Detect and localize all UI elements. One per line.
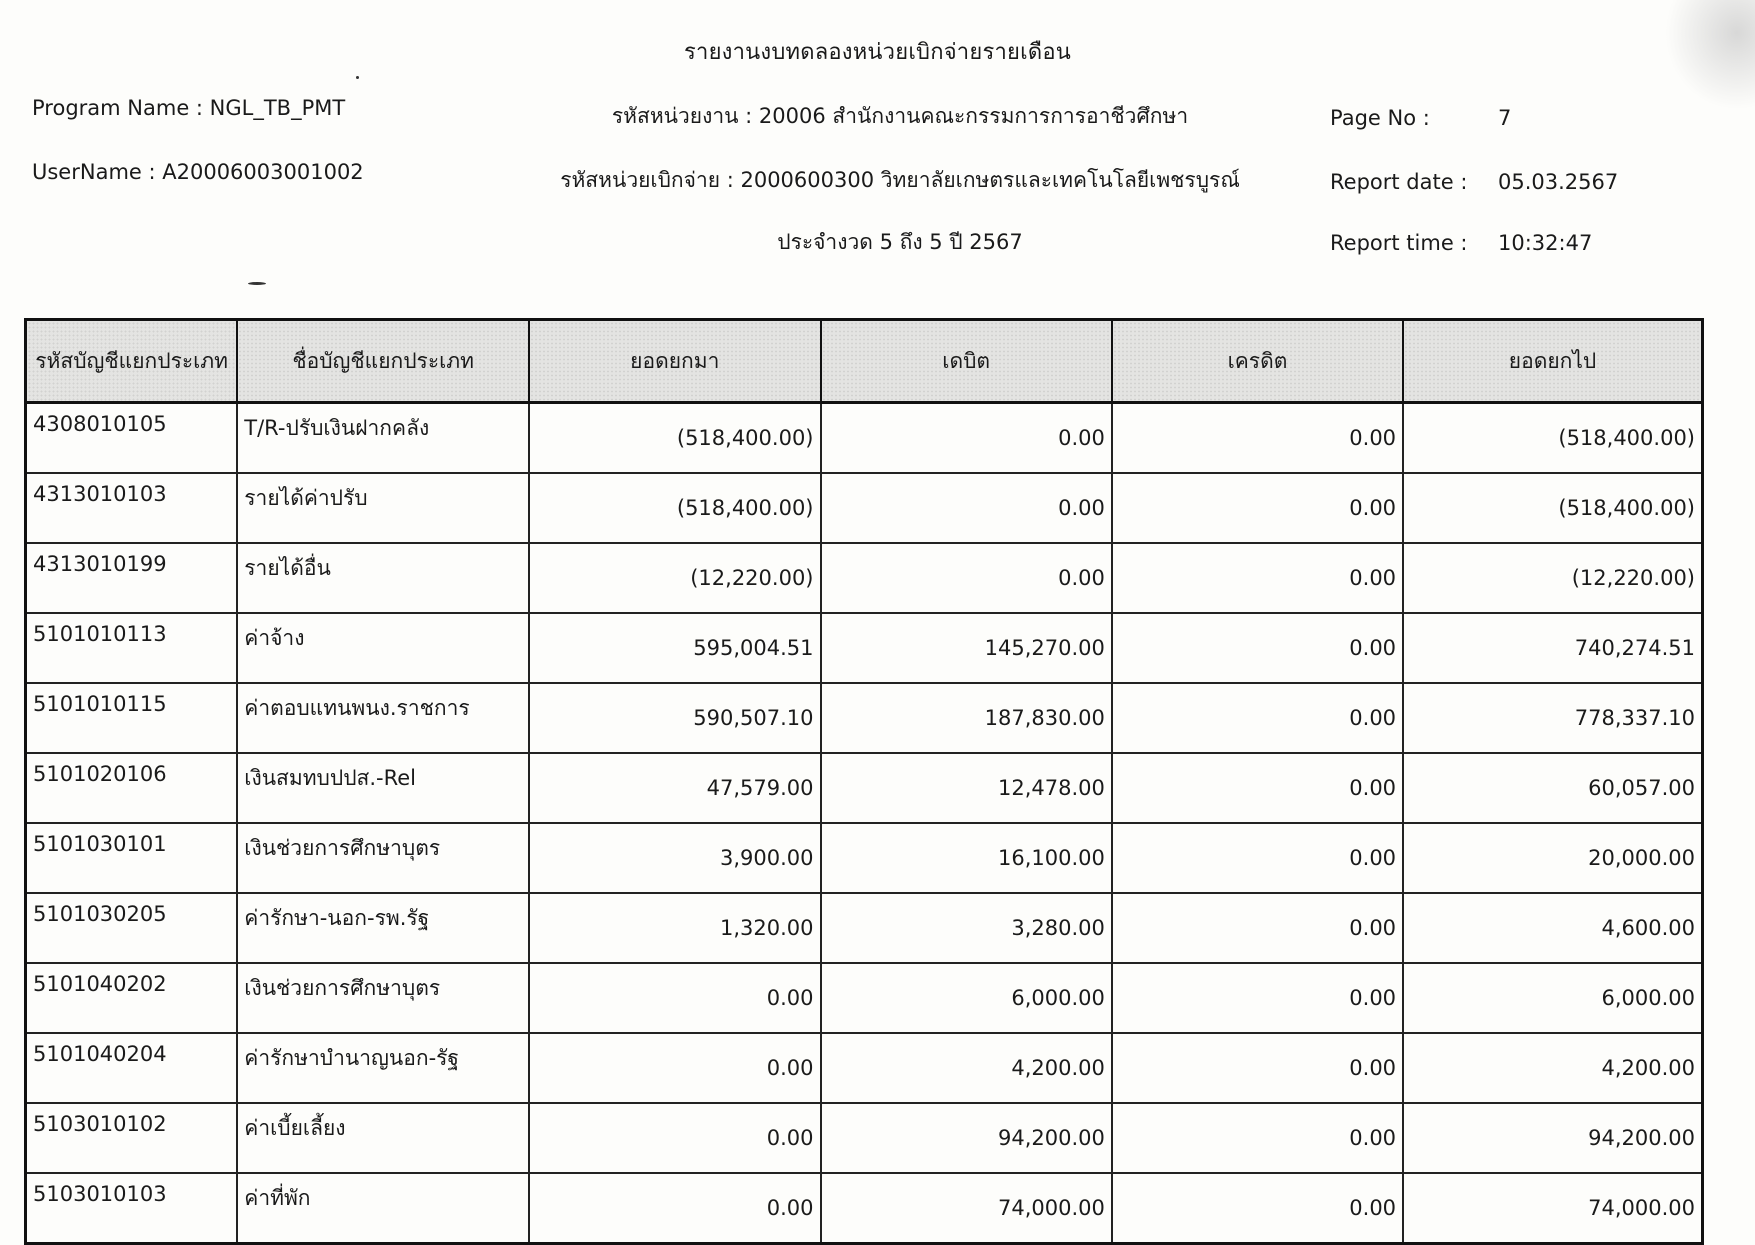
- page-no-label: Page No :: [1330, 106, 1430, 130]
- account-name: ค่าเบี้ยเลี้ยง: [237, 1103, 529, 1173]
- program-name: Program Name : NGL_TB_PMT: [32, 96, 346, 120]
- opening-balance: 0.00: [529, 1103, 820, 1173]
- opening-balance: (518,400.00): [529, 403, 820, 474]
- account-name: ค่าที่พัก: [237, 1173, 529, 1244]
- table-header-row: [26, 320, 1703, 403]
- credit: 0.00: [1112, 753, 1403, 823]
- header-account-code: รหัสบัญชีแยกประเภท: [26, 320, 238, 403]
- closing-balance: 60,057.00: [1403, 753, 1702, 823]
- account-name: เงินช่วยการศึกษาบุตร: [237, 963, 529, 1033]
- debit: 0.00: [821, 543, 1112, 613]
- header-closing-balance: ยอดยกไป: [1403, 320, 1702, 403]
- opening-balance: 595,004.51: [529, 613, 820, 683]
- account-code: 5101010115: [26, 683, 238, 753]
- account-code: 5103010103: [26, 1173, 238, 1244]
- opening-balance: 0.00: [529, 1033, 820, 1103]
- credit: 0.00: [1112, 893, 1403, 963]
- account-name: ค่าตอบแทนพนง.ราชการ: [237, 683, 529, 753]
- credit: 0.00: [1112, 1173, 1403, 1244]
- table-row: [26, 893, 1703, 963]
- debit: 94,200.00: [821, 1103, 1112, 1173]
- opening-balance: 1,320.00: [529, 893, 820, 963]
- header-debit: เดบิต: [821, 320, 1112, 403]
- closing-balance: 4,200.00: [1403, 1033, 1702, 1103]
- agency-line: รหัสหน่วยงาน : 20006 สำนักงานคณะกรรมการการอาชีวศึกษา: [611, 104, 1189, 128]
- credit: 0.00: [1112, 613, 1403, 683]
- page-no-value: 7: [1498, 106, 1512, 130]
- account-code: 5101040202: [26, 963, 238, 1033]
- report-time-value: 10:32:47: [1498, 231, 1593, 255]
- debit: 74,000.00: [821, 1173, 1112, 1244]
- credit: 0.00: [1112, 963, 1403, 1033]
- debit: 0.00: [821, 403, 1112, 474]
- header-opening-balance: ยอดยกมา: [529, 320, 820, 403]
- scan-mark: [248, 282, 266, 285]
- scan-dot: [356, 76, 359, 79]
- closing-balance: 94,200.00: [1403, 1103, 1702, 1173]
- account-name: เงินช่วยการศึกษาบุตร: [237, 823, 529, 893]
- account-name: ค่าจ้าง: [237, 613, 529, 683]
- credit: 0.00: [1112, 1103, 1403, 1173]
- opening-balance: 3,900.00: [529, 823, 820, 893]
- credit: 0.00: [1112, 683, 1403, 753]
- opening-balance: 47,579.00: [529, 753, 820, 823]
- table-row: [26, 683, 1703, 753]
- table-row: [26, 963, 1703, 1033]
- account-name: เงินสมทบปปส.-Rel: [237, 753, 529, 823]
- report-date-label: Report date :: [1330, 170, 1468, 194]
- credit: 0.00: [1112, 823, 1403, 893]
- table-row: [26, 1033, 1703, 1103]
- table-row: [26, 543, 1703, 613]
- account-name: ค่ารักษา-นอก-รพ.รัฐ: [237, 893, 529, 963]
- debit: 145,270.00: [821, 613, 1112, 683]
- table-row: [26, 473, 1703, 543]
- table-row: [26, 1173, 1703, 1244]
- closing-balance: 6,000.00: [1403, 963, 1702, 1033]
- opening-balance: (12,220.00): [529, 543, 820, 613]
- table-row: [26, 823, 1703, 893]
- closing-balance: (12,220.00): [1403, 543, 1702, 613]
- account-code: 5101010113: [26, 613, 238, 683]
- closing-balance: 4,600.00: [1403, 893, 1702, 963]
- credit: 0.00: [1112, 473, 1403, 543]
- closing-balance: (518,400.00): [1403, 473, 1702, 543]
- account-code: 4313010103: [26, 473, 238, 543]
- account-code: 5101030205: [26, 893, 238, 963]
- account-name: รายได้อื่น: [237, 543, 529, 613]
- header-account-name: ชื่อบัญชีแยกประเภท: [237, 320, 529, 403]
- account-name: รายได้ค่าปรับ: [237, 473, 529, 543]
- closing-balance: 20,000.00: [1403, 823, 1702, 893]
- account-code: 5101040204: [26, 1033, 238, 1103]
- report-time-label: Report time :: [1330, 231, 1468, 255]
- credit: 0.00: [1112, 1033, 1403, 1103]
- debit: 4,200.00: [821, 1033, 1112, 1103]
- closing-balance: (518,400.00): [1403, 403, 1702, 474]
- table-row: [26, 403, 1703, 474]
- debit: 187,830.00: [821, 683, 1112, 753]
- table-row: [26, 613, 1703, 683]
- debit: 6,000.00: [821, 963, 1112, 1033]
- credit: 0.00: [1112, 403, 1403, 474]
- debit: 16,100.00: [821, 823, 1112, 893]
- account-name: ค่ารักษาบำนาญนอก-รัฐ: [237, 1033, 529, 1103]
- closing-balance: 74,000.00: [1403, 1173, 1702, 1244]
- credit: 0.00: [1112, 543, 1403, 613]
- table-row: [26, 753, 1703, 823]
- report-date-value: 05.03.2567: [1498, 170, 1619, 194]
- account-code: 5103010102: [26, 1103, 238, 1173]
- account-code: 4313010199: [26, 543, 238, 613]
- account-name: T/R-ปรับเงินฝากคลัง: [237, 403, 529, 474]
- account-code: 4308010105: [26, 403, 238, 474]
- period-line: ประจำงวด 5 ถึง 5 ปี 2567: [777, 230, 1023, 254]
- debit: 3,280.00: [821, 893, 1112, 963]
- report-title: รายงานงบทดลองหน่วยเบิกจ่ายรายเดือน: [684, 40, 1071, 65]
- opening-balance: (518,400.00): [529, 473, 820, 543]
- opening-balance: 590,507.10: [529, 683, 820, 753]
- account-code: 5101020106: [26, 753, 238, 823]
- opening-balance: 0.00: [529, 963, 820, 1033]
- account-code: 5101030101: [26, 823, 238, 893]
- closing-balance: 778,337.10: [1403, 683, 1702, 753]
- header-credit: เครดิต: [1112, 320, 1403, 403]
- debit: 0.00: [821, 473, 1112, 543]
- closing-balance: 740,274.51: [1403, 613, 1702, 683]
- disbursing-unit-line: รหัสหน่วยเบิกจ่าย : 2000600300 วิทยาลัยเกษตรและเทคโนโลยีเพชรบูรณ์: [560, 168, 1240, 192]
- opening-balance: 0.00: [529, 1173, 820, 1244]
- user-name: UserName : A20006003001002: [32, 160, 364, 184]
- debit: 12,478.00: [821, 753, 1112, 823]
- table-row: [26, 1103, 1703, 1173]
- trial-balance-table: [24, 318, 1704, 1245]
